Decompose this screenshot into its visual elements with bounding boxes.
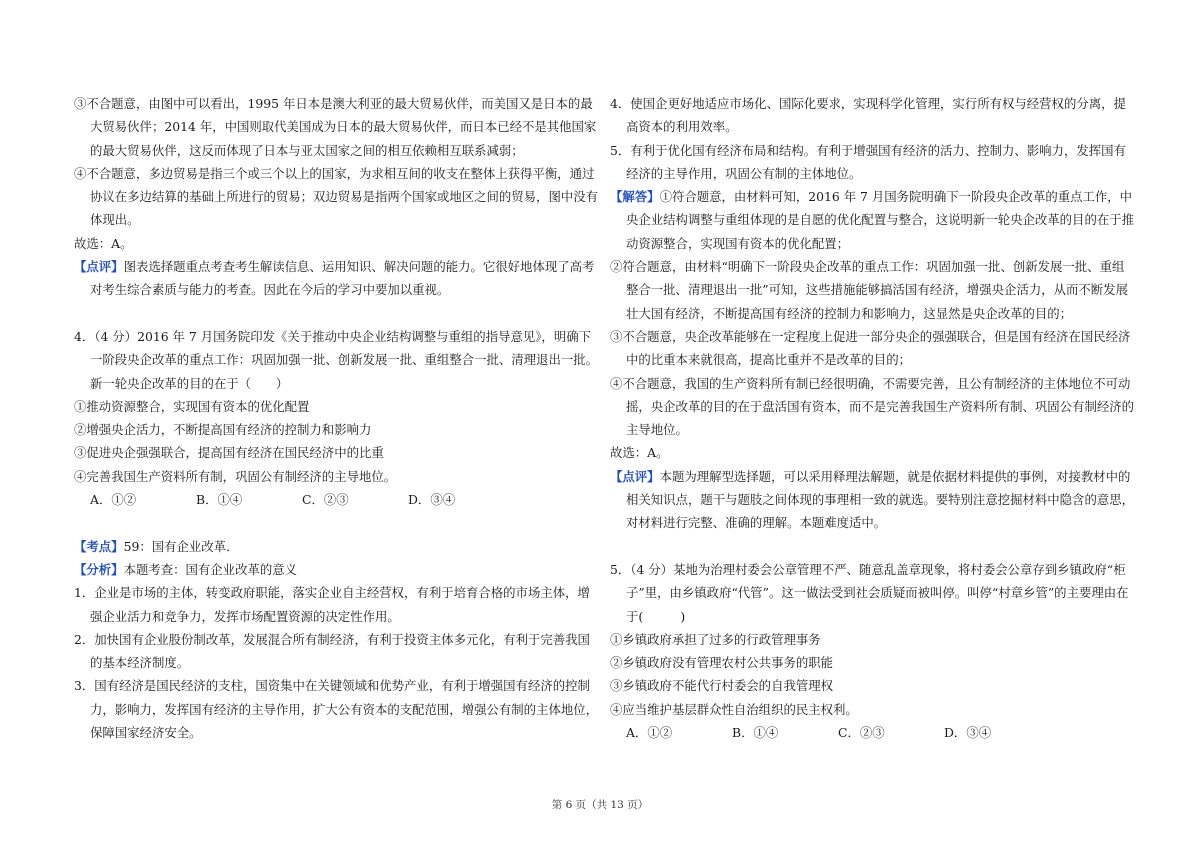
q5-option-1: ①乡镇政府承担了过多的行政管理事务 <box>610 631 821 647</box>
q5-stem: 5．（4 分）某地为治理村委会公章管理不严、随意乱盖章现象，将村委会公章存到乡镇政府“柜子”里，由乡镇政府“代管”。这一做法受到社会质疑而被叫停。叫停“村章乡管”的主要理由在于( ) <box>610 561 1129 624</box>
q4-choices <box>74 488 600 511</box>
q5-choices <box>610 721 1136 744</box>
q4-option-2: ②增强央企活力，不断提高国有经济的控制力和影响力 <box>74 422 372 438</box>
jieda-item-1 <box>610 185 1136 255</box>
jieda-item-4: ④不合题意，我国的生产资料所有制已经很明确，不需要完善，且公有制经济的主体地位不可动摇，央企改革的目的在于盘活国有资本，而不是完善我国生产资料所有制、巩固公有制经济的主导地位。 <box>610 375 1135 438</box>
jieda-tag: 【解答】 <box>610 189 660 205</box>
q4-choice-b: B．①④ <box>196 492 243 508</box>
left-column <box>74 92 600 744</box>
q5-option-4: ④应当维护基层群众性自治组织的民主权利。 <box>610 701 858 717</box>
q5-choice-a: A．①② <box>626 725 673 741</box>
q4-fenxi <box>74 558 600 581</box>
comment-tag: 【点评】 <box>74 259 124 275</box>
jieda-item-3: ③不合题意，央企改革能够在一定程度上促进一部分央企的强强联合，但是国有经济在国民经济中的比重本来就很高，提高比重并不是改革的目的； <box>610 328 1131 368</box>
q5-option-3: ③乡镇政府不能代行村委会的自我管理权 <box>610 678 834 694</box>
kaodian-text: 59：国有企业改革． <box>123 538 239 554</box>
q4-choice-c: C．②③ <box>302 492 349 508</box>
q3-analysis-item3: ③不合题意，由图中可以看出，1995 年日本是澳大利亚的最大贸易伙伴，而美国又是日本的最大贸易伙伴；2014 年，中国则取代美国成为日本的最大贸易伙伴，而日本已经不是其他国家的最大贸易伙伴，这反而体现了日本与亚太国家之间的相互依赖相互联系减弱； <box>74 96 597 158</box>
q3-answer: 故选：A。 <box>74 235 133 251</box>
q4-option-4: ④完善我国生产资料所有制，巩固公有制经济的主导地位。 <box>74 468 397 484</box>
q3-comment <box>74 255 600 302</box>
q4-choice-d: D．③④ <box>408 492 456 508</box>
comment-text-2: 本题为理解型选择题，可以采用释理法解题，就是依据材料提供的事例，对接教材中的相关知识点，题干与题肢之间体现的事理相一致的就选。要特别注意挖掘材料中隐含的意思，对材料进行完整、准确的理解。本题难度适中。 <box>626 468 1135 531</box>
q4-choice-a: A．①② <box>90 492 137 508</box>
q4-comment <box>610 465 1136 535</box>
right-column <box>610 92 1136 744</box>
q5-choice-c: C．②③ <box>838 725 885 741</box>
analysis-point-4: 4．使国企更好地适应市场化、国际化要求，实现科学化管理，实行所有权与经营权的分离，提高资本的利用效率。 <box>610 96 1126 135</box>
page-footer: 第 6 页（共 13 页） <box>551 799 649 811</box>
q4-kaodian <box>74 535 600 558</box>
fenxi-text: 本题考查：国有企业改革的意义 <box>123 561 298 577</box>
kaodian-tag: 【考点】 <box>74 538 124 554</box>
jieda-item-2: ②符合题意，由材料“明确下一阶段央企改革的重点工作：巩固加强一批、创新发展一批、重组整合一批、清理退出一批”可知，这些措施能够搞活国有经济，增强央企活力，从而不断发展壮大国有经济，不断提高国有经济的控制力和影响力，这显然是央企改革的目的； <box>610 259 1128 321</box>
analysis-point-5: 5．有利于优化国有经济布局和结构。有利于增强国有经济的活力、控制力、影响力，发挥国有经济的主导作用，巩固公有制的主体地位。 <box>610 142 1126 181</box>
q4-option-3: ③促进央企强强联合，提高国有经济在国民经济中的比重 <box>74 445 384 461</box>
q5-choice-d: D．③④ <box>944 725 992 741</box>
q4-answer: 故选：A。 <box>610 445 669 461</box>
analysis-point-3: 3．国有经济是国民经济的支柱，国资集中在关键领域和优势产业，有利于增强国有经济的控制力，影响力，发挥国有经济的主导作用，扩大公有资本的支配范围，增强公有制的主体地位，保障国家经济安全。 <box>74 678 599 741</box>
q4-stem: 4．（4 分）2016 年 7 月国务院印发《关于推动中央企业结构调整与重组的指导意见》，明确下一阶段央企改革的重点工作：巩固加强一批、创新发展一批、重组整合一批、清理退出一批。新一轮央企改革的目的在于（ ） <box>74 328 599 391</box>
analysis-point-2: 2．加快国有企业股份制改革，发展混合所有制经济，有利于投资主体多元化，有利于完善我国的基本经济制度。 <box>74 631 590 671</box>
q3-analysis-item4: ④不合题意，多边贸易是指三个或三个以上的国家，为求相互间的收支在整体上获得平衡，通过协议在多边结算的基础上所进行的贸易；双边贸易是指两个国家或地区之间的贸易，图中没有体现出。 <box>74 165 599 228</box>
analysis-point-1: 1．企业是市场的主体，转变政府职能，落实企业自主经营权，有利于培育合格的市场主体，增强企业活力和竞争力，发挥市场配置资源的决定性作用。 <box>74 585 590 624</box>
jieda-text-1: ①符合题意，由材料可知，2016 年 7 月国务院明确下一阶段央企改革的重点工作，中央企业结构调整与重组体现的是自愿的优化配置与整合，这说明新一轮央企改革的目的在于推动资源整合，实现国有资本的优化配置； <box>626 189 1135 251</box>
q4-option-1: ①推动资源整合，实现国有资本的优化配置 <box>74 398 310 414</box>
comment-tag-2: 【点评】 <box>610 468 660 484</box>
fenxi-tag: 【分析】 <box>74 561 124 577</box>
comment-text: 图表选择题重点考查考生解读信息、运用知识、解决问题的能力。它很好地体现了高考对考生综合素质与能力的考查。因此在今后的学习中要加以重视。 <box>90 259 595 298</box>
q5-option-2: ②乡镇政府没有管理农村公共事务的职能 <box>610 655 834 671</box>
q5-choice-b: B．①④ <box>732 725 779 741</box>
